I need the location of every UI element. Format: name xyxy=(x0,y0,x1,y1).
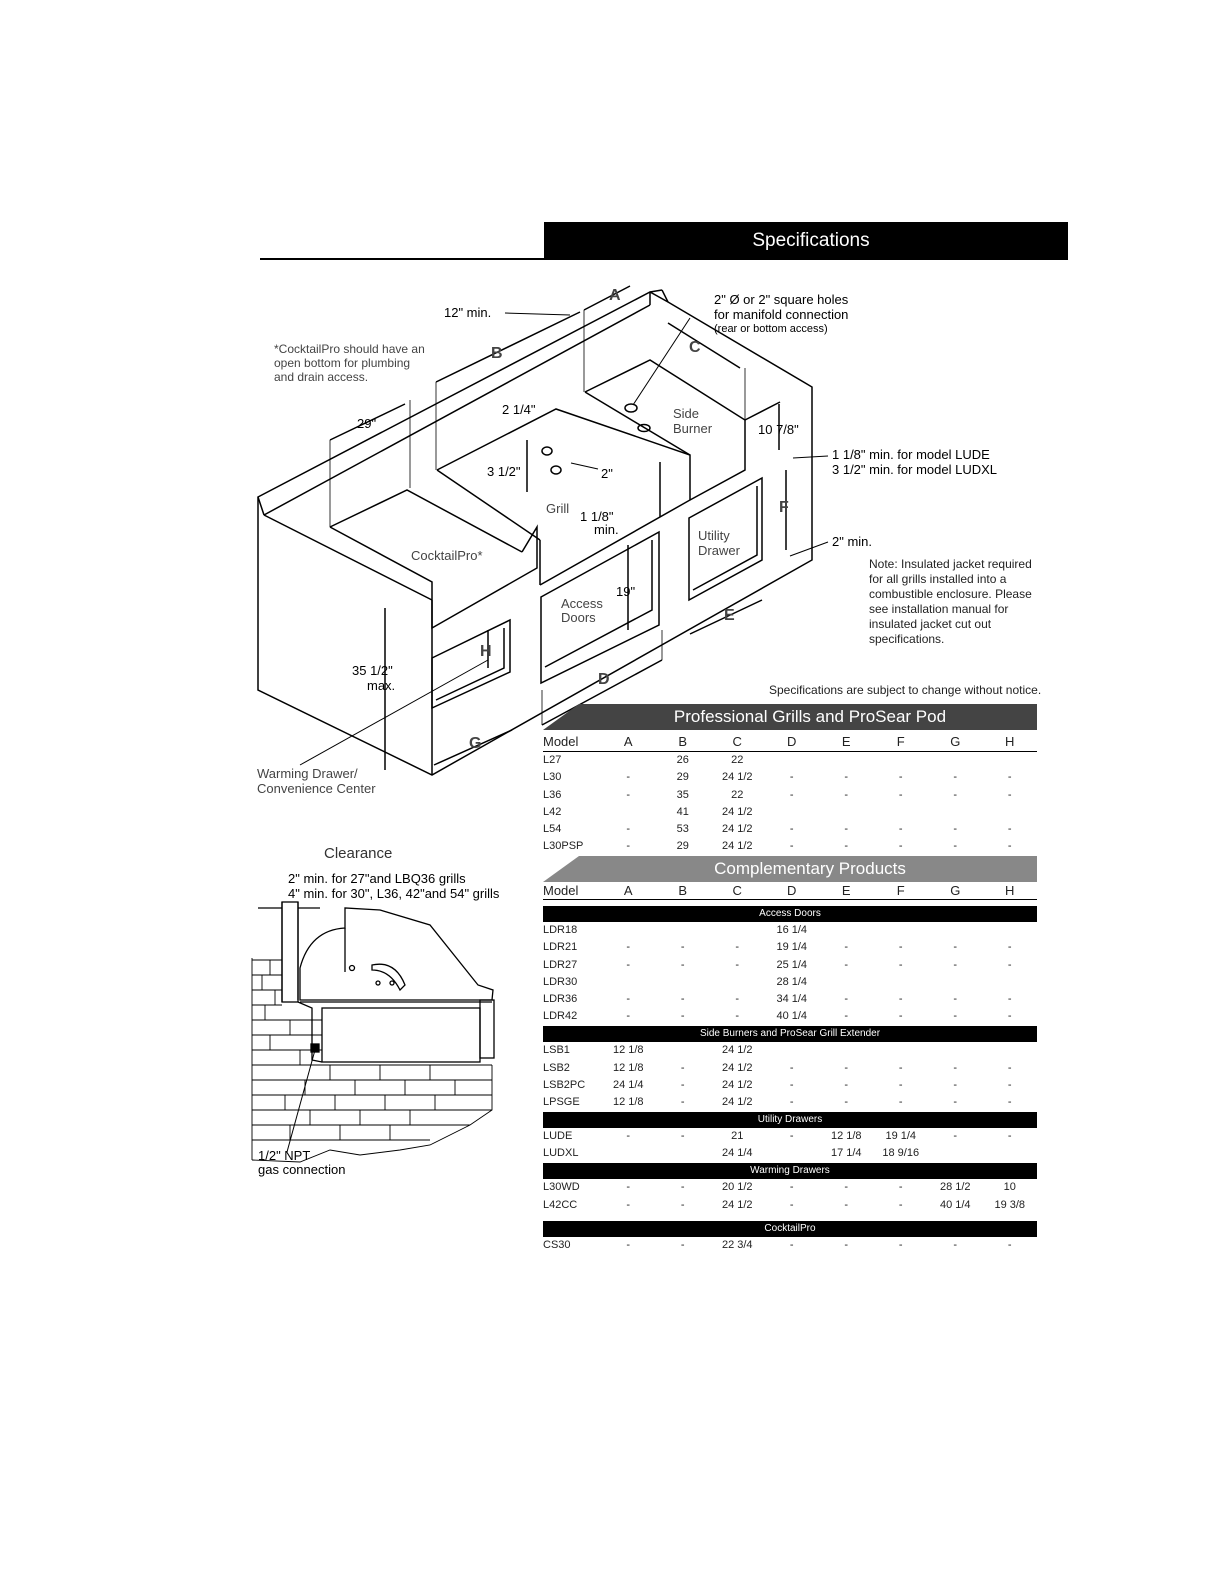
table1-title: Professional Grills and ProSear Pod xyxy=(673,707,947,726)
table-cell xyxy=(874,752,929,769)
table-cell: - xyxy=(898,840,903,853)
table-cell: LSB2 xyxy=(543,1061,570,1074)
table-cell: 41 xyxy=(676,805,689,818)
table-cell xyxy=(765,1042,820,1059)
table-cell: L54 xyxy=(543,823,562,836)
front-top-edge xyxy=(264,515,432,600)
label-cocktailpro: CocktailPro* xyxy=(411,548,483,563)
column-header: D xyxy=(787,883,797,898)
table-row xyxy=(543,821,1037,838)
column-header: Model xyxy=(543,883,579,898)
section-header: Side Burners and ProSear Grill Extender xyxy=(543,1026,1037,1042)
table-cell: - xyxy=(844,823,849,836)
table-cell: LDR21 xyxy=(543,941,578,954)
dim-10-7-8: 10 7/8" xyxy=(758,422,799,437)
dim-1-1-8-min: min. xyxy=(594,522,619,537)
table-cell: - xyxy=(789,771,794,784)
column-header: G xyxy=(950,883,961,898)
table-cell: - xyxy=(898,1095,903,1108)
table-cell: 16 1/4 xyxy=(776,924,808,937)
table-cell: - xyxy=(789,1238,794,1251)
table-row xyxy=(543,922,1037,939)
table-cell: - xyxy=(844,992,849,1005)
table-cell: - xyxy=(680,1078,685,1091)
table-cell: - xyxy=(680,1130,685,1143)
cocktail-note-2: open bottom for plumbing xyxy=(274,356,411,370)
table-cell: - xyxy=(626,1181,631,1194)
dim-1-1-8: 1 1/8" xyxy=(580,509,614,524)
label-warming-1: Warming Drawer/ xyxy=(257,766,358,781)
table-cell: 24 1/2 xyxy=(721,1078,753,1091)
table-cell: 24 1/2 xyxy=(721,1044,753,1057)
column-header: C xyxy=(732,734,742,749)
holes-note-1: 2" Ø or 2" square holes xyxy=(714,292,849,307)
table-cell: 17 1/4 xyxy=(830,1147,862,1160)
table-cell xyxy=(928,974,983,991)
table-cell xyxy=(656,1042,711,1059)
gas-connection-2: gas connection xyxy=(258,1162,346,1177)
table-cell: 18 9/16 xyxy=(882,1147,920,1160)
table-cell: - xyxy=(1007,771,1012,784)
table-cell: - xyxy=(789,1095,794,1108)
table-row xyxy=(543,1008,1037,1025)
table-cell: LSB2PC xyxy=(543,1078,586,1091)
table-row xyxy=(543,939,1037,956)
section-header: Access Doors xyxy=(543,906,1037,922)
table-cell xyxy=(710,974,765,991)
table-cell: L30 xyxy=(543,771,562,784)
table-cell: - xyxy=(680,941,685,954)
table-cell: - xyxy=(844,840,849,853)
table-cell xyxy=(819,804,874,821)
table-cell: - xyxy=(953,992,958,1005)
table-cell: - xyxy=(735,1010,740,1023)
table-cell: - xyxy=(898,823,903,836)
table-cell: 22 xyxy=(731,788,744,801)
table-cell: 24 1/4 xyxy=(721,1147,753,1160)
table-cell xyxy=(928,1145,983,1162)
table-cell: LUDXL xyxy=(543,1147,579,1160)
table-cell: 12 1/8 xyxy=(612,1044,644,1057)
column-header: C xyxy=(732,883,742,898)
table-cell: 24 1/2 xyxy=(721,771,753,784)
table2-banner xyxy=(543,856,1037,882)
column-header: H xyxy=(1005,734,1015,749)
section-header: CocktailPro xyxy=(543,1221,1037,1237)
column-header: E xyxy=(841,734,851,749)
table-cell: - xyxy=(1007,1061,1012,1074)
table-cell: LSB1 xyxy=(543,1044,570,1057)
table-cell xyxy=(874,922,929,939)
table2-header-row xyxy=(543,882,1037,900)
table-cell: - xyxy=(626,992,631,1005)
dim-label-h: H xyxy=(480,643,492,660)
table-cell xyxy=(874,1042,929,1059)
label-utility-1: Utility xyxy=(698,528,730,543)
table-cell: LDR18 xyxy=(543,924,578,937)
table-cell: - xyxy=(626,840,631,853)
column-header: F xyxy=(896,883,905,898)
table-cell: - xyxy=(626,958,631,971)
table-cell xyxy=(928,752,983,769)
table-cell: - xyxy=(626,1010,631,1023)
dim-19: 19" xyxy=(616,584,636,599)
table-cell: L42CC xyxy=(543,1198,578,1211)
table-cell: 20 1/2 xyxy=(721,1181,753,1194)
table-cell: - xyxy=(898,1010,903,1023)
table-cell: LDR30 xyxy=(543,975,578,988)
dim-label-b: B xyxy=(491,345,503,362)
complementary-products-table xyxy=(543,856,1037,1254)
dim-lude: 1 1/8" min. for model LUDE xyxy=(832,447,990,462)
table-cell: - xyxy=(844,1198,849,1211)
clearance-drawing xyxy=(252,902,505,1162)
table-cell xyxy=(983,804,1038,821)
grill-silhouette xyxy=(300,908,493,1000)
dim-2-1-4: 2 1/4" xyxy=(502,402,536,417)
table-cell: - xyxy=(1007,1095,1012,1108)
label-warming-2: Convenience Center xyxy=(257,781,376,796)
table-cell: - xyxy=(953,1095,958,1108)
dim-ludxl: 3 1/2" min. for model LUDXL xyxy=(832,462,998,477)
table-cell: 22 3/4 xyxy=(721,1238,753,1251)
table-cell xyxy=(765,1145,820,1162)
table-cell xyxy=(601,752,656,769)
table-row xyxy=(543,1094,1037,1111)
table-cell: 12 1/8 xyxy=(830,1130,862,1143)
cocktail-note-1: *CocktailPro should have an xyxy=(274,342,425,356)
table-cell: - xyxy=(1007,823,1012,836)
table-cell: 29 xyxy=(676,840,689,853)
table-cell xyxy=(874,974,929,991)
table-cell: - xyxy=(844,1238,849,1251)
table-cell: - xyxy=(953,1130,958,1143)
table-cell xyxy=(819,752,874,769)
table-cell: - xyxy=(626,1198,631,1211)
column-header: B xyxy=(678,734,688,749)
table-cell: 21 xyxy=(731,1130,744,1143)
clearance-title: Clearance xyxy=(324,845,393,862)
clearance-line-1: 2" min. for 27"and LBQ36 grills xyxy=(288,871,466,886)
table-cell: - xyxy=(898,941,903,954)
section-header: Utility Drawers xyxy=(543,1112,1037,1128)
table-cell: L42 xyxy=(543,805,562,818)
label-utility-2: Drawer xyxy=(698,543,740,558)
table-cell: L27 xyxy=(543,754,562,766)
dim-label-c: C xyxy=(689,339,701,356)
table-cell xyxy=(874,804,929,821)
table-row xyxy=(543,1145,1037,1162)
page-title: Specifications xyxy=(544,222,1068,260)
table2-body xyxy=(543,906,1037,1254)
holes-note-2: for manifold connection xyxy=(714,307,849,322)
table-cell xyxy=(819,922,874,939)
table-cell: L30WD xyxy=(543,1181,580,1194)
table-cell: 29 xyxy=(676,771,689,784)
dim-3-1-2: 3 1/2" xyxy=(487,464,521,479)
table-cell: - xyxy=(844,1010,849,1023)
table-row xyxy=(543,957,1037,974)
table-cell: - xyxy=(898,958,903,971)
table-cell: - xyxy=(1007,840,1012,853)
table-cell: - xyxy=(844,1181,849,1194)
table-cell: 28 1/4 xyxy=(776,975,808,988)
gas-connection-1: 1/2" NPT xyxy=(258,1148,311,1163)
table-cell: - xyxy=(953,788,958,801)
dim-35-max: max. xyxy=(367,678,396,693)
table-cell: - xyxy=(789,1181,794,1194)
table-cell: 24 1/2 xyxy=(721,1198,753,1211)
table-cell: - xyxy=(898,1181,903,1194)
column-header: D xyxy=(787,734,797,749)
table-cell xyxy=(710,922,765,939)
table-cell: - xyxy=(953,1238,958,1251)
dim-b xyxy=(436,312,580,382)
table-cell: - xyxy=(844,1061,849,1074)
hole-icon xyxy=(625,404,637,412)
table-cell: L36 xyxy=(543,788,562,801)
table-row xyxy=(543,1128,1037,1145)
table-cell: 25 1/4 xyxy=(776,958,808,971)
dim-label-a: A xyxy=(609,287,621,304)
table-cell xyxy=(601,804,656,821)
table-row xyxy=(543,804,1037,821)
table-cell xyxy=(983,974,1038,991)
insulated-jacket-note: Note: Insulated jacket required for all grills installed into a combustible enclosure. Please see installation manual for insulated jacket cut out specifications. xyxy=(869,557,1032,646)
table-cell: - xyxy=(789,1078,794,1091)
table-cell: - xyxy=(953,771,958,784)
table-cell: - xyxy=(1007,788,1012,801)
column-header: B xyxy=(678,883,688,898)
table-cell: LPSGE xyxy=(543,1095,580,1108)
dim-29: 29" xyxy=(357,416,377,431)
table-cell: - xyxy=(953,840,958,853)
table-cell: - xyxy=(898,1238,903,1251)
table-cell: - xyxy=(789,823,794,836)
column-header: A xyxy=(623,883,633,898)
table-row xyxy=(543,1179,1037,1196)
table-cell xyxy=(983,752,1038,769)
table-cell: 35 xyxy=(676,788,689,801)
table-cell: - xyxy=(1007,1010,1012,1023)
table-row xyxy=(543,991,1037,1008)
table-cell: - xyxy=(1007,1238,1012,1251)
table-cell xyxy=(765,752,820,769)
table-cell: LUDE xyxy=(543,1130,573,1143)
table-cell: 24 1/2 xyxy=(721,1061,753,1074)
table-cell: - xyxy=(844,941,849,954)
table-cell: - xyxy=(844,958,849,971)
table-cell: 22 xyxy=(731,754,744,766)
table-cell: - xyxy=(844,1095,849,1108)
table-cell: - xyxy=(789,788,794,801)
table-cell: 19 1/4 xyxy=(885,1130,917,1143)
table-row xyxy=(543,1237,1037,1254)
holes-note-3: (rear or bottom access) xyxy=(714,323,828,335)
table-cell xyxy=(601,922,656,939)
table-cell: - xyxy=(898,992,903,1005)
table-cell: - xyxy=(844,771,849,784)
table-cell xyxy=(928,804,983,821)
table-row xyxy=(543,787,1037,804)
dim-35-1-2: 35 1/2" xyxy=(352,663,393,678)
table1-body xyxy=(543,752,1037,856)
table-row xyxy=(543,1060,1037,1077)
column-header: A xyxy=(623,734,633,749)
table-cell xyxy=(601,974,656,991)
table-row xyxy=(543,974,1037,991)
table-cell: - xyxy=(626,788,631,801)
table-cell: - xyxy=(626,771,631,784)
dim-label-d: D xyxy=(598,671,610,688)
table-cell xyxy=(601,1145,656,1162)
table-cell: - xyxy=(680,1181,685,1194)
table-cell: 40 1/4 xyxy=(776,1010,808,1023)
label-grill: Grill xyxy=(546,501,570,516)
table-cell: - xyxy=(789,1198,794,1211)
column-header: E xyxy=(841,883,851,898)
table-cell: - xyxy=(844,788,849,801)
table-cell: - xyxy=(789,840,794,853)
table-row xyxy=(543,838,1037,855)
backsplash-top xyxy=(650,290,662,292)
table-cell: - xyxy=(680,992,685,1005)
table-cell: - xyxy=(898,1198,903,1211)
table2-title: Complementary Products xyxy=(714,859,906,878)
table-cell: 12 1/8 xyxy=(612,1095,644,1108)
table-cell: 24 1/2 xyxy=(721,840,753,853)
table-cell xyxy=(765,804,820,821)
table-cell: 28 1/2 xyxy=(939,1181,971,1194)
table-cell: 19 3/8 xyxy=(994,1198,1026,1211)
table-cell: CS30 xyxy=(543,1238,571,1251)
table-cell: - xyxy=(680,1238,685,1251)
table-cell: - xyxy=(789,1061,794,1074)
label-access-1: Access xyxy=(561,596,603,611)
table-cell: - xyxy=(735,958,740,971)
table-cell xyxy=(819,1042,874,1059)
table-cell: 24 1/2 xyxy=(721,805,753,818)
table-cell: - xyxy=(735,992,740,1005)
table-cell xyxy=(928,922,983,939)
table-cell: L30PSP xyxy=(543,840,584,853)
table-cell: - xyxy=(626,941,631,954)
table-cell: 24 1/4 xyxy=(612,1078,644,1091)
table-cell xyxy=(819,974,874,991)
table-cell: - xyxy=(1007,941,1012,954)
dim-2: 2" xyxy=(601,466,613,481)
label-side-burner-1: Side xyxy=(673,406,700,421)
table-cell: 53 xyxy=(676,823,689,836)
table-cell xyxy=(983,922,1038,939)
table-cell: - xyxy=(953,1078,958,1091)
table-row xyxy=(543,1077,1037,1094)
column-header: H xyxy=(1005,883,1015,898)
table-cell: - xyxy=(953,1061,958,1074)
table-row xyxy=(543,1042,1037,1059)
table-row xyxy=(543,769,1037,786)
table-cell: - xyxy=(953,958,958,971)
table-row xyxy=(543,1197,1037,1214)
table-cell: - xyxy=(1007,1130,1012,1143)
dim-label-g: G xyxy=(469,735,482,752)
table-cell: - xyxy=(898,1078,903,1091)
table-cell: - xyxy=(626,1130,631,1143)
table-cell xyxy=(928,1042,983,1059)
column-header: F xyxy=(896,734,905,749)
table-cell: - xyxy=(680,1010,685,1023)
table-cell: - xyxy=(680,1095,685,1108)
table-cell: 34 1/4 xyxy=(776,992,808,1005)
table-cell: - xyxy=(680,1198,685,1211)
table-cell: - xyxy=(953,823,958,836)
table-cell xyxy=(656,974,711,991)
table-cell: - xyxy=(626,823,631,836)
warming-drawer-opening xyxy=(432,620,510,708)
table-cell: - xyxy=(898,788,903,801)
table-cell: LDR42 xyxy=(543,1010,578,1023)
table-cell: - xyxy=(735,941,740,954)
table-cell xyxy=(656,922,711,939)
table-cell: - xyxy=(1007,992,1012,1005)
table-cell: 19 1/4 xyxy=(776,941,808,954)
table-cell: - xyxy=(789,1130,794,1143)
table-cell: - xyxy=(626,1238,631,1251)
table-cell: - xyxy=(680,1061,685,1074)
column-header: Model xyxy=(543,734,579,749)
table-cell: - xyxy=(844,1078,849,1091)
table-cell: - xyxy=(953,1010,958,1023)
table-cell: 24 1/2 xyxy=(721,823,753,836)
section-header: Warming Drawers xyxy=(543,1163,1037,1179)
professional-grills-table xyxy=(543,704,1037,856)
table-cell: LDR36 xyxy=(543,992,578,1005)
table1-header-row xyxy=(543,730,1037,752)
label-access-2: Doors xyxy=(561,610,596,625)
table-cell: - xyxy=(898,1061,903,1074)
dim-2-min: 2" min. xyxy=(832,534,873,549)
table-cell: - xyxy=(953,941,958,954)
dim-label-f: F xyxy=(779,499,789,516)
table-cell: - xyxy=(1007,958,1012,971)
label-side-burner-2: Burner xyxy=(673,421,713,436)
table-cell xyxy=(656,1145,711,1162)
table-cell xyxy=(983,1042,1038,1059)
cocktail-note-3: and drain access. xyxy=(274,370,369,384)
table-cell: LDR27 xyxy=(543,958,578,971)
table-cell: 26 xyxy=(676,754,689,766)
table-cell: 12 1/8 xyxy=(612,1061,644,1074)
clearance-line-2: 4" min. for 30", L36, 42"and 54" grills xyxy=(288,886,500,901)
table-cell: - xyxy=(898,771,903,784)
table-cell: 10 xyxy=(1003,1181,1016,1194)
column-header: G xyxy=(950,734,961,749)
disclaimer: Specifications are subject to change without notice. xyxy=(769,683,1042,697)
table-cell: 24 1/2 xyxy=(721,1095,753,1108)
table-row xyxy=(543,752,1037,769)
table-cell: 40 1/4 xyxy=(939,1198,971,1211)
dim-12-min: 12" min. xyxy=(444,305,492,320)
dim-label-e: E xyxy=(724,607,735,624)
table-cell: - xyxy=(680,958,685,971)
table1-banner xyxy=(543,704,1037,730)
table-cell xyxy=(983,1145,1038,1162)
table-cell: - xyxy=(1007,1078,1012,1091)
